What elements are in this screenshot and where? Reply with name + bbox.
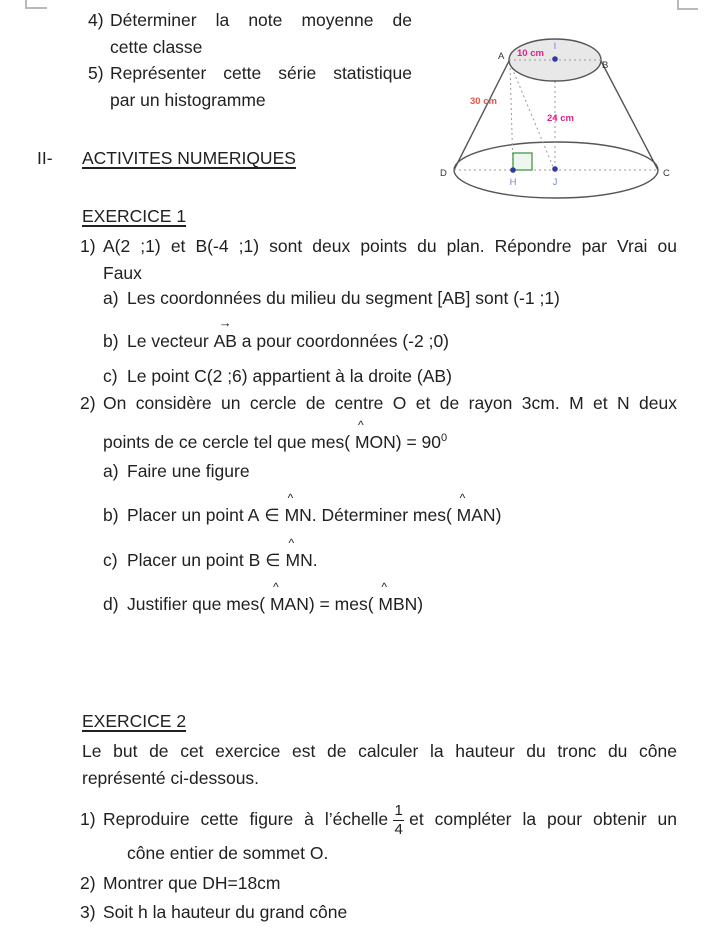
vector-arrow-icon: → [218,315,232,330]
fraction-denominator: 4 [394,820,403,838]
text-line: représenté ci-dessous. [82,768,260,788]
list-marker: 5) [88,63,104,83]
arc-hat-icon: ^ [288,536,295,550]
text-line: Faux [103,263,142,283]
text-line: Le but de cet exercice est de calculer la hauteur du tronc du cône [82,741,677,761]
ex1-item1-sub-a [103,285,677,312]
text-run: ) [495,505,502,525]
sub-item-text [127,536,677,574]
label-A: A [498,51,505,62]
exercice1-title: EXERCICE 1 [82,206,187,226]
arc-MN [284,491,312,529]
sub-item-text [127,315,677,355]
point-J-dot [552,166,558,172]
list-marker: b) [103,505,119,525]
ex1-item2-sub-b [103,491,677,529]
list-item-text: Montrer que DH=18cm [103,873,281,893]
ex2-item-2 [80,870,677,897]
angle-MBN [378,580,418,618]
list-item-4 [88,7,412,61]
sub-item-text [127,491,677,529]
label-D: D [440,168,447,179]
text-run: ) [417,594,424,614]
element-of-symbol: ∈ [264,505,280,525]
frustum-figure [435,28,700,210]
crop-corner-left-icon [25,0,47,9]
sub-item-text: Faire une figure [127,461,250,481]
angle-hat-icon: ^ [459,491,466,505]
ex1-item2-sub-c [103,536,677,574]
element-of-symbol: ∈ [265,550,281,570]
list-marker: a) [103,288,119,308]
list-marker: 3) [80,902,96,922]
list-item-text: Soit h la hauteur du grand cône [103,902,348,922]
arc-hat-icon: ^ [287,491,294,505]
ex1-item2-sub-a [103,458,677,485]
text-line: Déterminer la note moyenne de [110,10,412,30]
point-I-dot [552,56,558,62]
label-B: B [602,60,609,71]
list-marker: d) [103,594,119,614]
sub-item-text: Les coordonnées du milieu du segment [AB] sont (-1 ;1) [127,288,560,308]
text-line: A(2 ;1) et B(-4 ;1) sont deux points du plan. Répondre par Vrai ou [103,236,677,256]
ex2-intro [82,738,677,792]
section-numeral: II- [37,148,53,168]
list-item-text [110,60,412,114]
list-marker: 1) [80,809,96,829]
list-item-text [110,7,412,61]
text-run: a pour coordonnées (-2 ;0) [236,331,450,351]
list-item-5 [88,60,412,114]
text-run: ) = mes( [308,594,379,614]
list-marker: 2) [80,873,96,893]
fraction-one-quarter [393,803,404,838]
angle-base: MON [354,432,396,452]
ex1-item2-line2 [103,418,448,456]
list-marker: a) [103,461,119,481]
arc-base: MN [285,550,313,570]
text-line: On considère un cercle de centre O et de rayon 3cm. M et N deux [103,393,677,413]
arc-base: MN [284,505,312,525]
text-run: . [312,550,318,570]
text-line: par un histogramme [110,90,266,110]
right-angle-square [513,153,532,170]
list-marker: c) [103,366,118,386]
exercice2-title: EXERCICE 2 [82,711,187,731]
list-marker: 2) [80,393,96,413]
ex1-item-2 [80,390,677,417]
label-I: I [553,41,557,52]
text-run: Placer un point B [127,550,261,570]
list-marker: c) [103,550,118,570]
fraction-numerator: 1 [394,802,403,820]
text-run: Placer un point A [127,505,260,525]
text-line: Représenter cette série statistique [110,63,412,83]
sub-item-text [127,580,677,618]
label-H: H [509,177,517,188]
angle-MAN [269,580,309,618]
text-run: points de ce cercle tel que mes( [103,432,355,452]
measure-height: 24 cm [547,113,574,124]
text-line [103,796,677,842]
angle-MON [354,418,396,456]
degree-superscript: 0 [441,432,448,444]
label-J: J [552,177,558,188]
text-run: et compléter la pour obtenir un [409,809,677,829]
angle-base: MAN [269,594,309,614]
angle-hat-icon: ^ [381,580,388,594]
text-run: Reproduire cette figure à l’échelle [103,809,389,829]
angle-base: MAN [456,505,496,525]
text-run: Justifier que mes( [127,594,270,614]
point-H-dot [510,167,516,173]
text-run: . Déterminer mes( [311,505,457,525]
section-title: ACTIVITES NUMERIQUES [82,148,296,168]
list-item-text [103,233,677,287]
angle-MAN [456,491,496,529]
ex1-item1-sub-b [103,315,677,355]
ex1-item2-sub-d [103,580,677,618]
measure-slant: 30 cm [470,96,497,107]
text-run: ) = 90 [395,432,442,452]
ex1-item-1 [80,233,677,287]
angle-hat-icon: ^ [357,418,364,432]
measure-top-diameter: 10 cm [517,48,544,59]
angle-base: MBN [378,594,418,614]
ex1-item1-sub-c [103,363,677,390]
text-run: Le vecteur [127,331,214,351]
angle-hat-icon: ^ [272,580,279,594]
list-marker: b) [103,331,119,351]
ex2-item-1 [80,796,677,842]
ex2-item-3 [80,899,677,926]
vector-base: AB [213,331,237,351]
label-C: C [663,168,670,179]
list-marker: 4) [88,10,104,30]
crop-corner-right-icon [677,0,698,10]
list-marker: 1) [80,236,96,256]
vector-AB [213,315,237,355]
text-line: cette classe [110,37,203,57]
ex2-item1-line2: cône entier de sommet O. [127,843,329,863]
sub-item-text: Le point C(2 ;6) appartient à la droite (AB) [127,366,452,386]
arc-MN [285,536,313,574]
